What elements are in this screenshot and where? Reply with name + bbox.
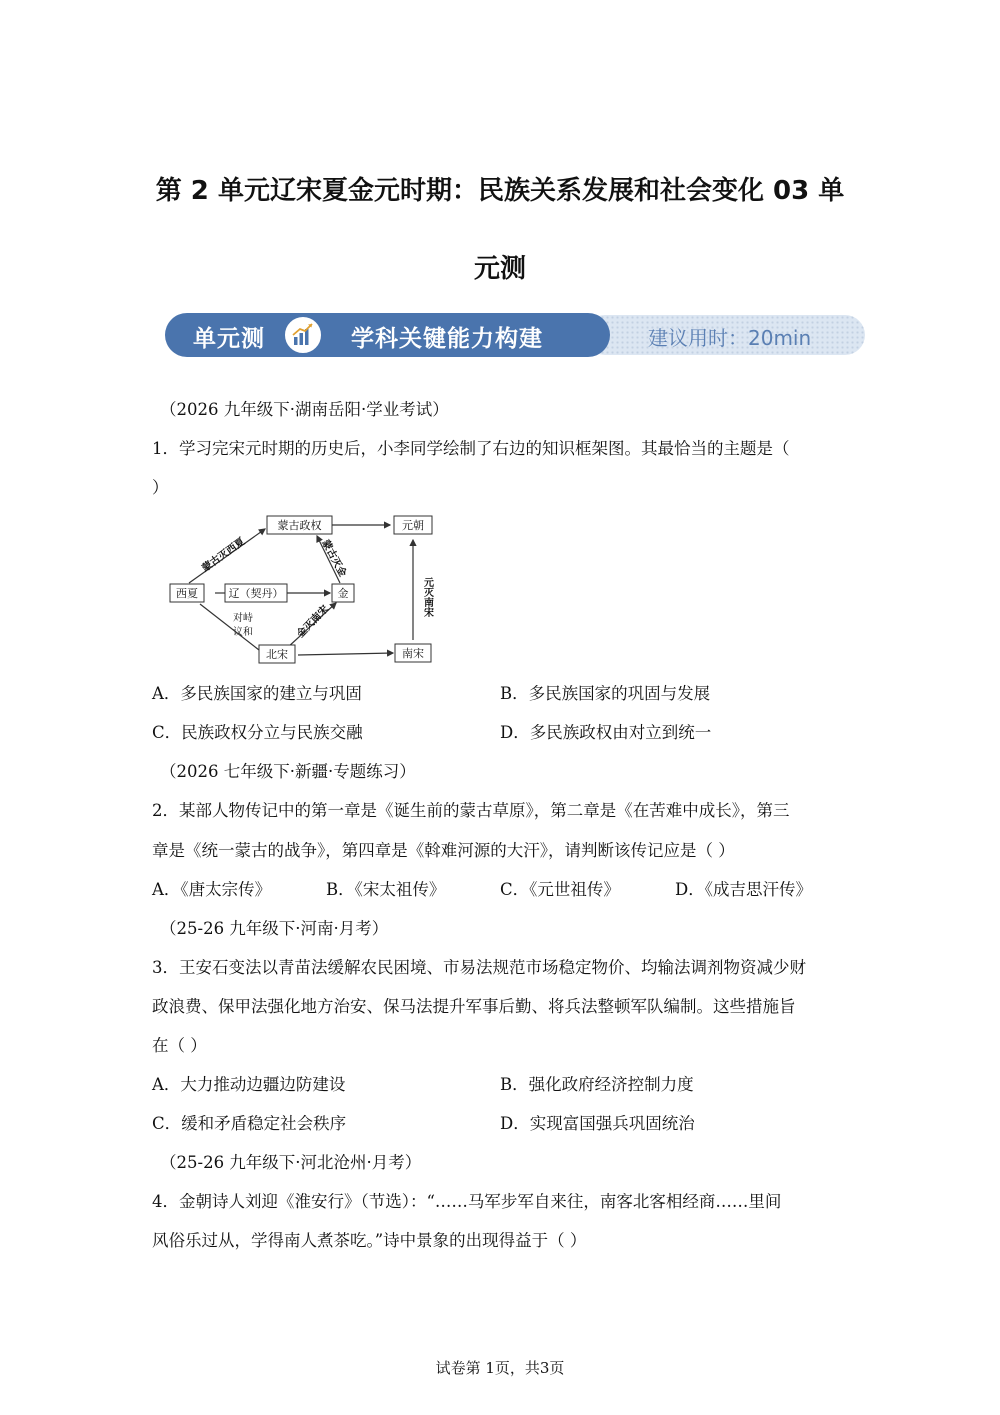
node-liao: 辽（契丹）	[228, 587, 284, 600]
node-mongol-regime: 蒙古政权	[277, 519, 322, 532]
node-southern-song: 南宋	[402, 647, 424, 660]
q2-stem-line-1: 2．某部人物传记中的第一章是《诞生前的蒙古草原》，第二章是《在苦难中成长》，第三	[152, 801, 790, 820]
q3-option-c[interactable]: C．缓和矛盾稳定社会秩序	[152, 1114, 347, 1133]
banner-left-label: 单元测	[193, 326, 265, 352]
edge-label-mongol-destroys-jin: 蒙古灭金	[319, 538, 348, 579]
q1-option-c[interactable]: C．民族政权分立与民族交融	[152, 723, 363, 742]
node-northern-song: 北宋	[266, 648, 288, 661]
q4-source: （25-26 九年级下·河北沧州·月考）	[160, 1153, 422, 1172]
node-jin: 金	[337, 587, 349, 600]
edge-label-peace: 议和	[233, 627, 253, 638]
q3-option-d[interactable]: D．实现富国强兵巩固统治	[500, 1114, 695, 1133]
edge-label-yuan-destroys-southern-song: 元灭南宋	[421, 577, 433, 617]
q4-stem-line-2: 风俗乐过从，学得南人煮茶吃。”诗中景象的出现得益于（ ）	[152, 1231, 587, 1250]
q3-source: （25-26 九年级下·河南·月考）	[160, 919, 389, 938]
q1-option-d[interactable]: D．多民族政权由对立到统一	[500, 723, 712, 742]
chart-icon	[283, 315, 323, 355]
q3-stem-line-1: 3．王安石变法以青苗法缓解农民困境、市易法规范市场稳定物价、均输法调剂物资减少财	[152, 958, 806, 977]
q1-option-a[interactable]: A．多民族国家的建立与巩固	[152, 684, 362, 703]
q2-option-d[interactable]: D．《成吉思汗传》	[675, 880, 812, 899]
q3-option-b[interactable]: B．强化政府经济控制力度	[500, 1075, 694, 1094]
q4-stem-line-1: 4．金朝诗人刘迎《淮安行》（节选）：“……马军步军自来往，南客北客相经商……里间	[152, 1192, 782, 1211]
q2-source: （2026 七年级下·新疆·专题练习）	[160, 762, 416, 781]
node-yuan: 元朝	[402, 519, 424, 532]
page-title-line-1: 第 2 单元辽宋夏金元时期：民族关系发展和社会变化 03 单	[155, 176, 845, 206]
q1-stem-line-1: 1．学习完宋元时期的历史后，小李同学绘制了右边的知识框架图。其最恰当的主题是（	[152, 439, 790, 458]
q2-stem-line-2: 章是《统一蒙古的战争》，第四章是《斡难河源的大汗》，请判断该传记应是（ ）	[152, 841, 735, 860]
q1-source: （2026 九年级下·湖南岳阳·学业考试）	[160, 400, 449, 419]
q1-option-b[interactable]: B．多民族国家的巩固与发展	[500, 684, 711, 703]
edge-label-confrontation: 对峙	[233, 613, 253, 624]
edge-label-jin-destroys-song: 金灭南宋	[295, 603, 331, 641]
banner-middle-label: 学科关键能力构建	[351, 326, 543, 352]
q1-stem-line-2: ）	[152, 478, 169, 497]
q3-stem-line-2: 政浪费、保甲法强化地方治安、保马法提升军事后勤、将兵法整顿军队编制。这些措施旨	[152, 997, 796, 1016]
edge-label-mongol-destroys-xia: 蒙古灭西夏	[200, 536, 248, 575]
knowledge-framework-diagram	[165, 512, 445, 667]
banner-time-label: 建议用时：20min	[648, 326, 812, 350]
q3-stem-line-3: 在（ ）	[152, 1036, 207, 1055]
node-western-xia: 西夏	[176, 587, 198, 600]
page-footer: 试卷第 1页，共3页	[435, 1359, 565, 1377]
q2-option-c[interactable]: C．《元世祖传》	[500, 880, 620, 899]
q2-option-b[interactable]: B．《宋太祖传》	[326, 880, 446, 899]
section-banner	[165, 313, 865, 357]
q3-option-a[interactable]: A．大力推动边疆边防建设	[152, 1075, 346, 1094]
page-title-line-2: 元测	[473, 254, 526, 284]
q2-option-a[interactable]: A．《唐太宗传》	[152, 880, 272, 899]
